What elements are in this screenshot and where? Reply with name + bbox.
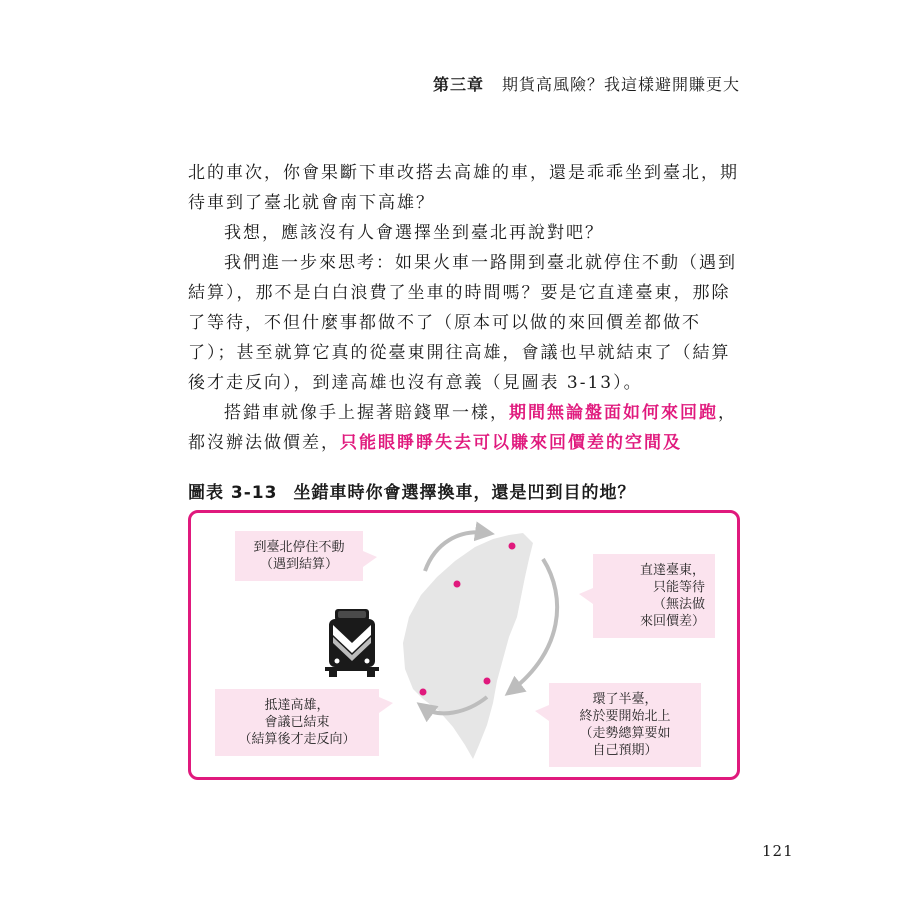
callout-line: （走勢總算要如	[579, 726, 671, 741]
callout-line: （遇到結算）	[259, 557, 338, 572]
page-number: 121	[762, 842, 794, 860]
figure-caption	[188, 478, 635, 503]
kaohsiung-dot	[420, 689, 427, 696]
chapter-title: 期貨高風險？我這樣避開賺更大	[501, 75, 740, 94]
figure-label: 圖表 3-13	[188, 483, 278, 503]
callout-line: 來回價差）	[639, 614, 705, 629]
chapter-label: 第三章	[432, 75, 484, 94]
callout-line: （結算後才走反向）	[238, 732, 356, 747]
train-front-icon	[325, 609, 379, 677]
callout-line: 會議已結束	[264, 715, 330, 730]
body-text	[188, 158, 748, 458]
taichung-dot	[454, 581, 461, 588]
paragraph-4-highlight-a: 期間無論盤面如何來回跑	[509, 403, 718, 423]
callout-line: 直達臺東，	[639, 563, 705, 578]
callout-line: 環了半臺，	[592, 692, 658, 707]
paragraph-4-plain-a: 搭錯車就像手上握著賠錢單一樣，	[224, 403, 509, 423]
callout-taitung	[593, 554, 715, 638]
callout-half-loop	[549, 683, 701, 767]
paragraph-3: 我們進一步來思考：如果火車一路開到臺北就停住不動（遇到結算），那不是白白浪費了坐車的時間嗎？要是它直達臺東，那除了等待，不但什麼事都做不了（原本可以做的來回價差都做不了）；甚至就算它真的從臺東開往高雄，會議也早就結束了（結算後才走反向），到達高雄也沒有意義（見圖表 3-13）。	[188, 253, 737, 393]
paragraph-4-plain-b: ，都沒辦法做價差，	[188, 403, 737, 453]
callout-line: 終於要開始北上	[579, 709, 671, 724]
paragraph-4-highlight-b: 只能眼睜睜失去可以賺來回價差的空間及	[340, 433, 682, 453]
figure-title: 坐錯車時你會選擇換車，還是凹到目的地？	[293, 483, 636, 503]
figure-panel	[188, 510, 740, 780]
paragraph-4	[188, 398, 748, 458]
taiwan-map-icon	[403, 533, 533, 759]
callout-line: 只能等待	[652, 580, 705, 595]
paragraph-1: 北的車次，你會果斷下車改搭去高雄的車，還是乖乖坐到臺北，期待車到了臺北就會南下高雄？	[188, 163, 739, 213]
callout-line: 抵達高雄，	[264, 698, 330, 713]
callout-line: 到臺北停住不動	[253, 540, 345, 555]
running-header	[433, 72, 740, 95]
paragraph-2: 我想，應該沒有人會選擇坐到臺北再說對吧？	[224, 223, 604, 243]
taipei-dot	[509, 543, 516, 550]
callout-line: 自己預期）	[592, 743, 658, 758]
taitung-dot	[484, 678, 491, 685]
callout-taipei	[235, 531, 363, 581]
callout-kaohsiung	[215, 689, 379, 756]
callout-line: （無法做	[652, 597, 705, 612]
